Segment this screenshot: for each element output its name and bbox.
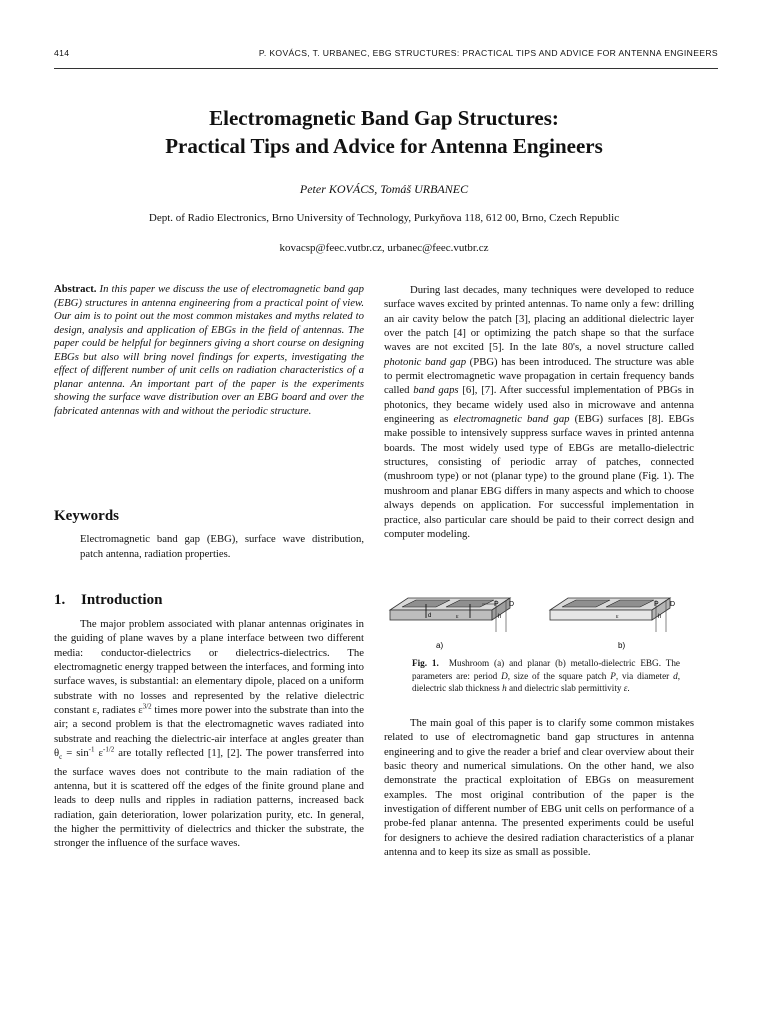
label-D: D — [509, 601, 515, 608]
text-run: = sin — [62, 747, 89, 760]
label-D-b: D — [670, 601, 676, 608]
keywords-text: Electromagnetic band gap (EBG), surface wave distribution, patch antenna, radiation properties. — [80, 533, 364, 560]
figure-1-ebg-diagram — [384, 596, 696, 652]
figure-1b-planar — [550, 598, 675, 650]
text-run: , via diameter — [615, 670, 674, 681]
running-header — [54, 48, 718, 62]
text-run: are totally reflected [1], [2]. The power transferred into the surface waves does not contribute to the main radiation of the antenna, but it is scattered off the edges of the finite ground plane and leads to deep nulls and ripples in radiation patterns, increased back radiation, gain deterioration, lower polarization purity, etc. In general, the higher the permittivity of dielectrics and thicker the substrate, the stronger the influence of the surface waves. — [54, 747, 364, 850]
label-d: d — [428, 613, 432, 619]
emphasis: band gaps — [413, 384, 459, 397]
abstract-text: In this paper we discuss the use of electromagnetic band gap (EBG) structures in antenna engineering from a practical point of view. Our aim is to point out the most common mistakes and myths related to design, analysis and application of EBGs in the field of antennas. The paper could be helpful for beginners giving a short course on designing EBGs but also will bring novel findings for experts, investigating the effect of different number of unit cells on radiation characteristics of a planar antenna. An important part of the paper is the experiments showing the surface wave distribution over an EBG board and over the fabricated antennas with and without the periodic structure. — [54, 283, 364, 417]
emphasis: d — [673, 670, 678, 681]
emphasis: h — [502, 683, 507, 694]
emphasis: D — [501, 670, 508, 681]
figure-1-caption — [412, 657, 680, 695]
text-run: ε — [94, 747, 103, 760]
label-h: h — [498, 614, 502, 620]
label-eps: ε — [456, 614, 459, 620]
text-run: and dielectric slab permittivity — [506, 683, 624, 694]
abstract — [54, 283, 364, 418]
text-run: During last decades, many techniques were developed to reduce surface waves excited by printed antennas. To name only a few: drilling an air cavity below the patch [3], placing an additional dielectric layer over the patch [4] or optimizing the patch shape so that the surface waves are not excited [5]. In the late 80's, a novel structure called — [384, 284, 694, 354]
page-number: 414 — [54, 48, 70, 58]
text-run: (PBG) has been introduced. The structure was able to permit electromagnetic wave propagation in certain frequency bands called — [384, 355, 694, 397]
caption-label: Fig. 1. — [412, 658, 439, 668]
section-heading-introduction — [54, 592, 162, 609]
superscript: -1/2 — [102, 745, 115, 754]
label-a: a) — [436, 641, 444, 650]
text-run: , size of the square patch — [507, 670, 611, 681]
text-run: (EBG) surfaces [8]. EBGs make possible to intensively suppress surface waves in printed antenna boards. The most widely used type of EBGs are metallo-dielectric structures, consisting of periodic array of patches, connected (mushroom type) or not (planar type) to the ground plane (Fig. 1). The mushroom and planar EBG differs in many aspects and which to choose always depends on application. For successful implementation in practice, also particular care should be paid to their correct design and computer modeling. — [384, 413, 695, 540]
label-h-b: h — [658, 614, 662, 620]
emphasis: photonic band gap — [384, 355, 467, 368]
label-b: b) — [618, 641, 626, 650]
title-line-1: Electromagnetic Band Gap Structures: — [209, 106, 559, 130]
figure-1a-mushroom — [390, 598, 514, 650]
emphasis: ε — [623, 683, 628, 694]
authors: Peter KOVÁCS, Tomáš URBANEC — [299, 182, 469, 196]
introduction-paragraph-1 — [54, 617, 364, 851]
text-run: The major problem associated with planar antennas originates in the guiding of plane waves by a plane interface between two different media: conductor-dielectrics or dielectrics-dielectrics. The electromagnetic energy trapped between the interfaces, and forming into surface waves, is substantial: an elementary dipole, placed on a uniform substrate with no losses and represented by the relative dielectric constant ε, radiates ε — [54, 618, 364, 717]
superscript: -1 — [88, 745, 95, 754]
section-number: 1. — [54, 592, 66, 608]
abstract-label: Abstract. — [54, 283, 97, 295]
text-run: Mushroom (a) and planar (b) metallo-dielectric EBG. The parameters are: period — [412, 658, 680, 681]
subscript: c — [59, 753, 63, 762]
label-eps-b: ε — [616, 614, 619, 620]
running-title: P. KOVÁCS, T. URBANEC, EBG STRUCTURES: PRACTICAL TIPS AND ADVICE FOR ANTENNA ENGINEERS — [258, 48, 718, 58]
emails: kovacsp@feec.vutbr.cz, urbanec@feec.vutbr.cz — [279, 242, 489, 254]
section-title: Introduction — [81, 592, 163, 608]
label-P: P — [494, 601, 499, 608]
right-paragraph-2 — [384, 716, 694, 859]
text-run: times more power into the substrate than into the air; a second problem is that the electromagnetic waves radiated into substrate and reaching the dielectric-air interface at angles greater than θ — [54, 704, 364, 760]
paper-title — [54, 104, 714, 160]
label-P-b: P — [654, 601, 659, 608]
emphasis: P — [610, 670, 616, 681]
text-run: , dielectric slab thickness — [412, 670, 680, 694]
text-run: . — [627, 683, 630, 694]
title-line-2: Practical Tips and Advice for Antenna Engineers — [165, 134, 603, 158]
paragraph-text: The main goal of this paper is to clarify some common mistakes related to use of electromagnetic band gap structures in antenna engineering and to give the reader a brief and clear overview about their basic theory and numerical simulations. On the other hand, we also demonstrate the practical exploitation of EBGs on measurement examples. The most original contribution of the paper is the investigation of different number of EBG unit cells on performance of a probe-fed planar antenna. The presented experiments could be useful for designers to achieve the desired radiation characteristics of a planar antenna and to keep its size as small as possible. — [384, 717, 694, 859]
right-paragraph-1 — [384, 283, 694, 541]
affiliation: Dept. of Radio Electronics, Brno University of Technology, Purkyňova 118, 612 00, Brno, Czech Republic — [148, 212, 620, 224]
header-rule — [54, 68, 718, 69]
keywords-heading: Keywords — [54, 508, 119, 524]
superscript: 3/2 — [142, 702, 152, 711]
text-run: [6], [7]. After successful implementation of PBGs in photonics, they became widely used also in microwave and antenna engineering as — [384, 384, 694, 426]
emphasis: electromagnetic band gap — [453, 413, 570, 426]
